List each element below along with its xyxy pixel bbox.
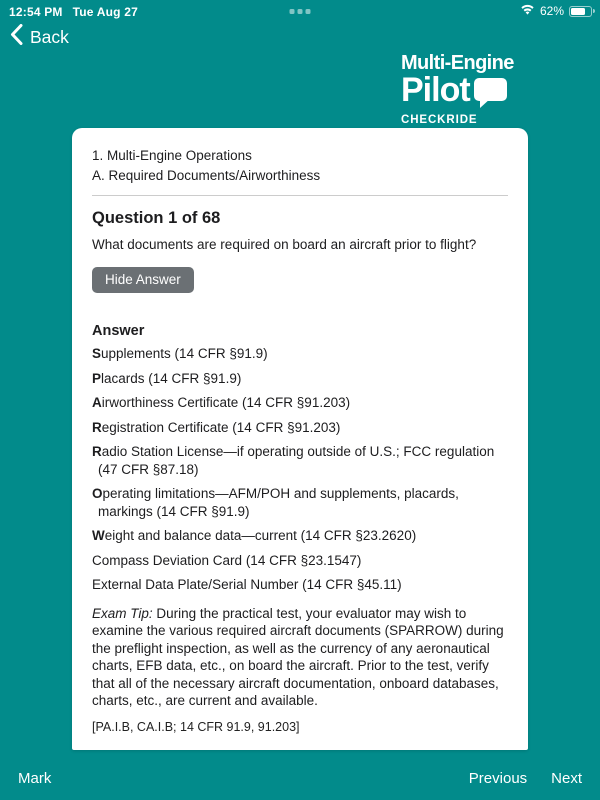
bottom-bar	[0, 758, 600, 800]
answer-item: Radio Station License—if operating outside of U.S.; FCC regulation (47 CFR §87.18)	[92, 444, 495, 477]
previous-button[interactable]: Previous	[468, 770, 528, 787]
status-time: 12:54 PM	[9, 5, 63, 19]
exam-tip	[92, 605, 508, 710]
divider	[92, 195, 508, 196]
chevron-left-icon	[10, 24, 23, 50]
question-text: What documents are required on board an aircraft prior to flight?	[92, 237, 477, 252]
speech-bubble-icon	[474, 78, 508, 114]
logo-line2: Pilot	[401, 71, 470, 109]
answer-item: Airworthiness Certificate (14 CFR §91.203)	[92, 395, 351, 410]
status-date: Tue Aug 27	[72, 5, 138, 19]
answer-item: Registration Certificate (14 CFR §91.203)	[92, 419, 341, 435]
section-title: A. Required Documents/Airworthiness	[92, 168, 321, 183]
back-label: Back	[30, 26, 69, 47]
question-number: Question 1 of 68	[92, 209, 221, 227]
mark-button[interactable]: Mark	[18, 770, 52, 787]
exam-tip-label: Exam Tip:	[92, 605, 153, 621]
multitask-dots-icon	[290, 9, 311, 14]
answer-list	[92, 345, 508, 594]
answer-item: Weight and balance data—current (14 CFR §23.2620)	[92, 528, 417, 543]
next-button[interactable]: Next	[551, 770, 582, 787]
question-card	[72, 128, 528, 750]
exam-tip-text: During the practical test, your evaluator may wish to examine the various required aircraft documents (SPARROW) during the preflight inspection, as well as the currency of any aeronautical charts, EFB data, etc., on board the aircraft. Prior to the test, verify that all of the necessary aircraft documentation, onboard databases, charts, etc., are current and available.	[92, 605, 504, 708]
status-bar	[0, 0, 600, 24]
logo-line3: CHECKRIDE	[401, 114, 478, 126]
answer-item: Supplements (14 CFR §91.9)	[92, 346, 268, 361]
back-button[interactable]	[10, 24, 69, 50]
hide-answer-button[interactable]: Hide Answer	[92, 267, 194, 293]
battery-icon	[569, 6, 592, 17]
wifi-icon	[520, 4, 535, 18]
answer-item: Compass Deviation Card (14 CFR §23.1547)	[92, 552, 362, 568]
battery-percent: 62%	[539, 4, 564, 18]
app-logo	[401, 53, 531, 126]
acs-reference: [PA.I.B, CA.I.B; 14 CFR 91.9, 91.203]	[92, 719, 300, 734]
chapter-title: 1. Multi-Engine Operations	[92, 148, 252, 163]
answer-item: Placards (14 CFR §91.9)	[92, 370, 242, 386]
answer-item: Operating limitations—AFM/POH and supplements, placards, markings (14 CFR §91.9)	[92, 486, 459, 519]
answer-item: External Data Plate/Serial Number (14 CFR §45.11)	[92, 577, 402, 592]
answer-header: Answer	[92, 323, 145, 339]
logo-line1: Multi-Engine	[401, 52, 514, 74]
